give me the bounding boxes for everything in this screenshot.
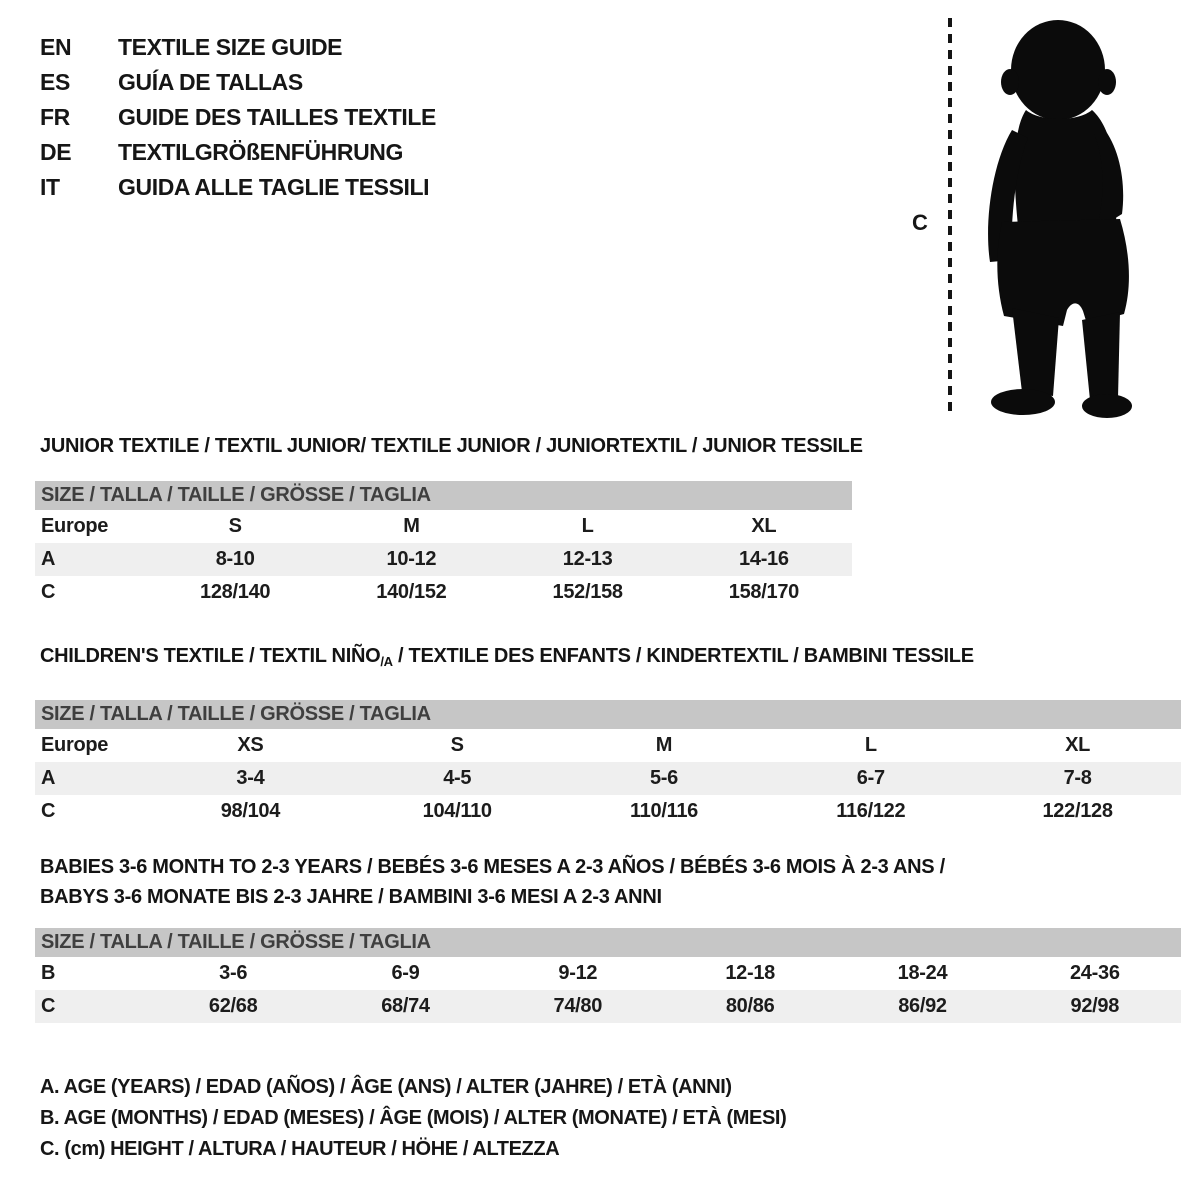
row-label: Europe	[41, 515, 109, 537]
height-dashed-line	[948, 18, 952, 416]
table-cell: L	[581, 515, 594, 537]
language-title: GUIDA ALLE TAGLIE TESSILI	[118, 174, 430, 200]
junior-section	[35, 435, 863, 609]
table-cell: 3-6	[219, 962, 248, 984]
children-heading-post: / TEXTILE DES ENFANTS / KINDERTEXTIL / BAMBINI TESSILE	[392, 645, 974, 667]
table-cell: 122/128	[1042, 800, 1113, 822]
babies-heading-line2: BABYS 3-6 MONATE BIS 2-3 JAHRE / BAMBINI 3-6 MESI A 2-3 ANNI	[40, 886, 662, 908]
language-code: EN	[40, 34, 72, 60]
junior-section-heading: JUNIOR TEXTILE / TEXTIL JUNIOR/ TEXTILE JUNIOR / JUNIORTEXTIL / JUNIOR TESSILE	[40, 435, 863, 457]
table-cell: M	[403, 515, 420, 537]
babies-heading-line1: BABIES 3-6 MONTH TO 2-3 YEARS / BEBÉS 3-6 MESES A 2-3 AÑOS / BÉBÉS 3-6 MOIS À 2-3 ANS /	[40, 856, 945, 878]
table-cell: 92/98	[1009, 990, 1181, 1023]
table-cell: 6-9	[391, 962, 420, 984]
language-title: GUÍA DE TALLAS	[118, 69, 303, 95]
table-cell: 3-4	[147, 762, 354, 795]
table-cell: 74/80	[492, 990, 664, 1023]
table-cell: 110/116	[629, 800, 698, 822]
table-row-height	[35, 795, 1181, 828]
table-cell: 68/74	[319, 990, 491, 1023]
table-cell: 98/104	[220, 800, 281, 822]
table-cell: 116/122	[836, 800, 906, 822]
table-row-height	[35, 576, 852, 609]
table-cell: S	[450, 734, 464, 756]
children-section-heading	[35, 646, 1181, 672]
table-cell: 24-36	[1069, 962, 1120, 984]
language-row-de	[40, 135, 436, 170]
size-table-header: SIZE / TALLA / TAILLE / GRÖSSE / TAGLIA	[35, 481, 852, 510]
table-cell: 8-10	[147, 543, 323, 576]
table-cell: 104/110	[422, 800, 492, 822]
row-label: C	[41, 581, 56, 603]
table-cell: 18-24	[897, 962, 948, 984]
language-title: GUIDE DES TAILLES TEXTILE	[118, 104, 436, 130]
table-row-age-months	[35, 957, 1181, 990]
table-cell: 6-7	[767, 762, 974, 795]
row-label: Europe	[41, 734, 109, 756]
table-cell: XS	[237, 734, 264, 756]
table-row-age	[35, 543, 852, 576]
language-title: TEXTILE SIZE GUIDE	[118, 34, 343, 60]
children-section	[35, 646, 1181, 828]
table-cell: 5-6	[561, 762, 768, 795]
table-cell: 4-5	[354, 762, 561, 795]
table-cell: 128/140	[200, 581, 271, 603]
table-cell: 80/86	[664, 990, 836, 1023]
row-label: C	[41, 800, 56, 822]
language-row-en	[40, 30, 436, 65]
junior-size-table	[35, 481, 852, 609]
table-cell: L	[864, 734, 877, 756]
height-measure-label: C	[912, 210, 928, 235]
children-heading-sub: /A	[380, 654, 393, 669]
table-cell: 140/152	[376, 581, 447, 603]
row-label: C	[35, 990, 147, 1023]
size-table-header: SIZE / TALLA / TAILLE / GRÖSSE / TAGLIA	[35, 700, 1181, 729]
language-row-fr	[40, 100, 436, 135]
row-label: A	[35, 762, 147, 795]
table-cell: 152/158	[552, 581, 623, 603]
table-row-age	[35, 762, 1181, 795]
table-cell: 12-13	[500, 543, 676, 576]
language-code: DE	[40, 139, 72, 165]
table-cell: S	[228, 515, 242, 537]
legend-line-c: C. (cm) HEIGHT / ALTURA / HAUTEUR / HÖHE / ALTEZZA	[40, 1138, 560, 1160]
legend-line-a: A. AGE (YEARS) / EDAD (AÑOS) / ÂGE (ANS) / ALTER (JAHRE) / ETÀ (ANNI)	[40, 1076, 732, 1098]
size-table-header: SIZE / TALLA / TAILLE / GRÖSSE / TAGLIA	[35, 928, 1181, 957]
language-row-it	[40, 170, 436, 205]
table-cell: 86/92	[836, 990, 1008, 1023]
table-cell: 14-16	[676, 543, 852, 576]
table-cell: 7-8	[974, 762, 1181, 795]
table-cell: 9-12	[558, 962, 598, 984]
row-label: B	[41, 962, 56, 984]
language-code: FR	[40, 104, 70, 130]
children-size-table	[35, 700, 1181, 828]
language-row-es	[40, 65, 436, 100]
language-title: TEXTILGRÖßENFÜHRUNG	[118, 139, 403, 165]
legend-line-b: B. AGE (MONTHS) / EDAD (MESES) / ÂGE (MOIS) / ALTER (MONATE) / ETÀ (MESI)	[40, 1107, 787, 1129]
table-cell: 12-18	[725, 962, 775, 984]
table-row-height	[35, 990, 1181, 1023]
babies-section	[35, 852, 1181, 1023]
table-cell: XL	[751, 515, 777, 537]
row-label: A	[35, 543, 147, 576]
babies-section-heading	[35, 852, 1181, 912]
babies-size-table	[35, 928, 1181, 1023]
table-cell: M	[655, 734, 673, 756]
children-heading-pre: CHILDREN'S TEXTILE / TEXTIL NIÑO	[40, 645, 381, 667]
height-measure-figure	[900, 16, 1180, 422]
table-row-europe	[35, 729, 1181, 762]
table-row-europe	[35, 510, 852, 543]
language-code: ES	[40, 69, 70, 95]
toddler-silhouette-icon	[966, 18, 1166, 418]
table-cell: XL	[1065, 734, 1091, 756]
table-cell: 62/68	[147, 990, 319, 1023]
language-title-list	[40, 30, 436, 205]
table-cell: 10-12	[323, 543, 499, 576]
table-cell: 158/170	[728, 581, 799, 603]
language-code: IT	[40, 174, 60, 200]
measure-legend	[40, 1072, 786, 1165]
